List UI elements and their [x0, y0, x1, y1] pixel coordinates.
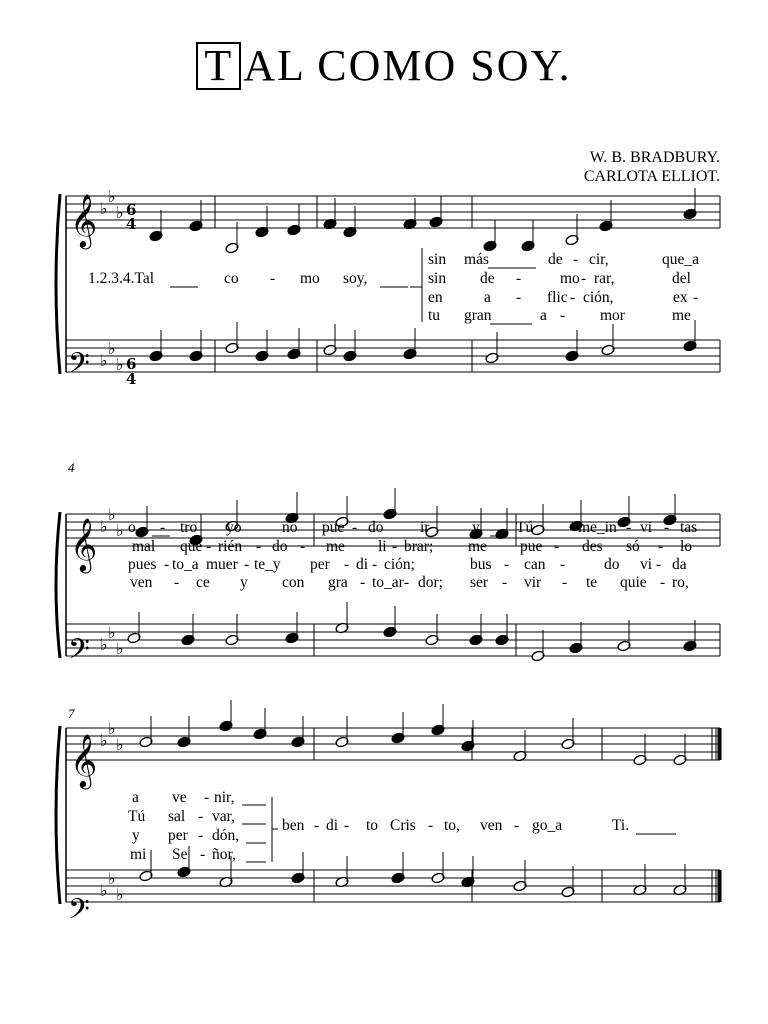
lyric: del: [672, 270, 691, 287]
lyric: vi: [640, 519, 653, 536]
lyric: -: [658, 538, 664, 555]
lyric: ir: [420, 519, 430, 536]
lyric: -: [206, 538, 212, 555]
title-initial: T: [196, 42, 241, 90]
lyric: tu: [428, 307, 441, 324]
lyric: ce: [196, 574, 210, 591]
lyric: más: [464, 251, 489, 268]
bass-clef-icon: 𝄢: [68, 347, 90, 387]
flat-icon: ♭: [108, 623, 116, 642]
lyric: -: [198, 808, 204, 825]
lyric: ven: [130, 574, 153, 591]
lyric: -: [516, 289, 522, 306]
lyric: que: [180, 538, 203, 555]
lyric: do: [604, 556, 620, 573]
lyric: -: [554, 538, 560, 555]
lyric: y: [132, 827, 140, 844]
lyric: ro,: [672, 574, 689, 591]
lyric: sin: [428, 251, 447, 268]
lyric: -: [198, 827, 204, 844]
lyric: Tú: [128, 808, 146, 825]
lyric: pue: [322, 519, 345, 536]
lyric: to,: [444, 817, 460, 834]
lyric: per: [168, 827, 188, 844]
lyric: -: [244, 556, 250, 573]
lyric: can: [524, 556, 546, 573]
lyric: Tú: [516, 519, 534, 536]
lyric: to_a: [172, 556, 199, 573]
lyric: pue: [520, 538, 543, 555]
composer-credit: W. B. BRADBURY.: [589, 149, 720, 166]
bass-clef-icon: 𝄢: [68, 633, 90, 673]
lyric: que_a: [662, 251, 700, 268]
time-sig-top: 6: [126, 355, 137, 373]
lyric: en: [428, 289, 443, 306]
lyric: -: [344, 817, 350, 834]
lyric: con: [282, 574, 305, 591]
lyric: -: [514, 817, 520, 834]
lyric: quie: [620, 574, 647, 591]
lyric: mi: [130, 846, 147, 863]
lyric: pues: [128, 556, 157, 573]
lyric: mo: [300, 270, 320, 287]
lyric: -: [562, 574, 568, 591]
lyric: Ti.: [612, 817, 630, 834]
system-brace: [56, 512, 60, 658]
lyric: to: [366, 817, 379, 834]
lyric: y: [240, 574, 248, 591]
lyric: ser: [470, 574, 489, 591]
flat-icon: ♭: [116, 885, 124, 904]
treble-clef-icon: 𝄞: [70, 193, 98, 247]
author-credit: CARLOTA ELLIOT.: [583, 168, 720, 185]
flat-icon: ♭: [100, 635, 108, 654]
flat-icon: ♭: [108, 719, 116, 738]
lyric: des: [582, 538, 603, 555]
lyric: te_y: [254, 556, 281, 573]
lyric: y: [472, 519, 480, 536]
staves: [56, 187, 720, 904]
lyric: -: [352, 519, 358, 536]
lyric: -: [504, 556, 510, 573]
lyric: -: [164, 556, 170, 573]
lyric: -: [502, 574, 508, 591]
treble-clef-icon: 𝄞: [70, 733, 98, 787]
lyric: -: [573, 251, 579, 268]
lyric: di: [356, 556, 369, 573]
lyric: ñor,: [212, 846, 236, 863]
lyric: me: [468, 538, 487, 555]
flat-icon: ♭: [108, 339, 116, 358]
flat-icon: ♭: [108, 505, 116, 524]
lyric: -: [656, 556, 662, 573]
lyric: ción,: [583, 289, 614, 306]
lyric: sal: [168, 808, 186, 825]
lyric: -: [516, 270, 522, 287]
lyric: nir,: [214, 789, 235, 806]
lyric: -: [392, 538, 398, 555]
lyric: ción;: [384, 556, 415, 573]
lyric: vi: [640, 556, 653, 573]
lyric: -: [560, 307, 566, 324]
lyric: flic: [547, 289, 568, 306]
measure-number: 4: [68, 460, 75, 475]
lyric: -: [404, 574, 410, 591]
lyric: to_ar: [372, 574, 404, 591]
lyric: li: [378, 538, 387, 555]
lyric: var,: [212, 808, 236, 825]
lyric: me: [326, 538, 345, 555]
flat-icon: ♭: [100, 351, 108, 370]
lyric: a: [132, 789, 139, 806]
measure-number: 7: [68, 706, 75, 721]
lyric: -: [693, 289, 699, 306]
flat-icon: ♭: [100, 199, 108, 218]
lyric: -: [581, 270, 587, 287]
lyric: ven: [480, 817, 503, 834]
lyric: -: [344, 556, 350, 573]
lyric: brar;: [404, 538, 434, 555]
lyric: go_a: [532, 817, 563, 834]
lyric: -: [428, 817, 434, 834]
lyric: -: [570, 289, 576, 306]
lyric: o: [128, 519, 136, 536]
lyric: te: [586, 574, 598, 591]
system-brace: [56, 194, 60, 374]
flat-icon: ♭: [116, 735, 124, 754]
lyric: lo: [680, 538, 693, 555]
lyric: -: [314, 817, 320, 834]
flat-icon: ♭: [108, 869, 116, 888]
lyric: de: [480, 270, 495, 287]
lyric: tro: [180, 519, 198, 536]
time-sig-bottom: 4: [126, 370, 137, 388]
lyric: Se: [172, 846, 188, 863]
time-sig-top: 6: [126, 201, 137, 219]
lyric: do: [368, 519, 384, 536]
lyric: -: [360, 574, 366, 591]
lyric-lead: 1.2.3.4.Tal: [88, 270, 155, 287]
bass-clef-icon: 𝄢: [68, 893, 90, 933]
lyric: muer: [206, 556, 238, 573]
flat-icon: ♭: [108, 187, 116, 206]
lyric: yo: [226, 519, 242, 536]
lyric: ve: [172, 789, 187, 806]
lyric: sin: [428, 270, 447, 287]
time-sig-bottom: 4: [126, 215, 137, 233]
lyric: -: [372, 556, 378, 573]
lyric: cir,: [589, 251, 609, 268]
flat-icon: ♭: [100, 517, 108, 536]
lyric: da: [672, 556, 687, 573]
lyric: a: [540, 307, 547, 324]
lyric: mo: [560, 270, 580, 287]
lyric: vir: [524, 574, 542, 591]
flat-icon: ♭: [116, 639, 124, 658]
lyric: mor: [600, 307, 625, 324]
lyric: gran: [464, 307, 492, 324]
system-brace: [56, 726, 60, 904]
lyric: -: [256, 538, 262, 555]
lyric: -: [560, 556, 566, 573]
lyric: tas: [680, 519, 698, 536]
lyric: só: [626, 538, 640, 555]
title-rest: AL COMO SOY.: [243, 41, 572, 90]
lyric: -: [174, 574, 180, 591]
lyric: soy,: [343, 270, 368, 287]
lyric: de: [548, 251, 563, 268]
lyric: -: [660, 574, 666, 591]
lyric: -: [270, 270, 276, 287]
lyric: do: [272, 538, 288, 555]
lyric: me: [672, 307, 691, 324]
lyric: ex: [673, 289, 688, 306]
lyric: rién: [218, 538, 243, 555]
flat-icon: ♭: [116, 203, 124, 222]
lyric: -: [626, 519, 632, 536]
lyric: per: [310, 556, 330, 573]
lyric: rar,: [594, 270, 615, 287]
lyric: bus: [470, 556, 492, 573]
flat-icon: ♭: [116, 521, 124, 540]
flat-icon: ♭: [100, 881, 108, 900]
lyric: dor;: [418, 574, 443, 591]
lyric: a: [484, 289, 491, 306]
lyric: -: [204, 789, 210, 806]
lyric: mal: [132, 538, 156, 555]
flat-icon: ♭: [100, 731, 108, 750]
lyric: -: [160, 519, 166, 536]
lyric: -: [300, 538, 306, 555]
lyric: me_in: [578, 519, 617, 536]
lyric: gra: [328, 574, 348, 591]
lyric: dón,: [212, 827, 240, 844]
lyric: ben: [282, 817, 305, 834]
lyric: -: [664, 519, 670, 536]
lyric: no: [282, 519, 298, 536]
lyric: -: [200, 846, 206, 863]
lyric: di: [326, 817, 339, 834]
flat-icon: ♭: [116, 355, 124, 374]
treble-clef-icon: 𝄞: [70, 517, 98, 571]
lyric: Cris: [390, 817, 416, 834]
lyric: co: [224, 270, 239, 287]
